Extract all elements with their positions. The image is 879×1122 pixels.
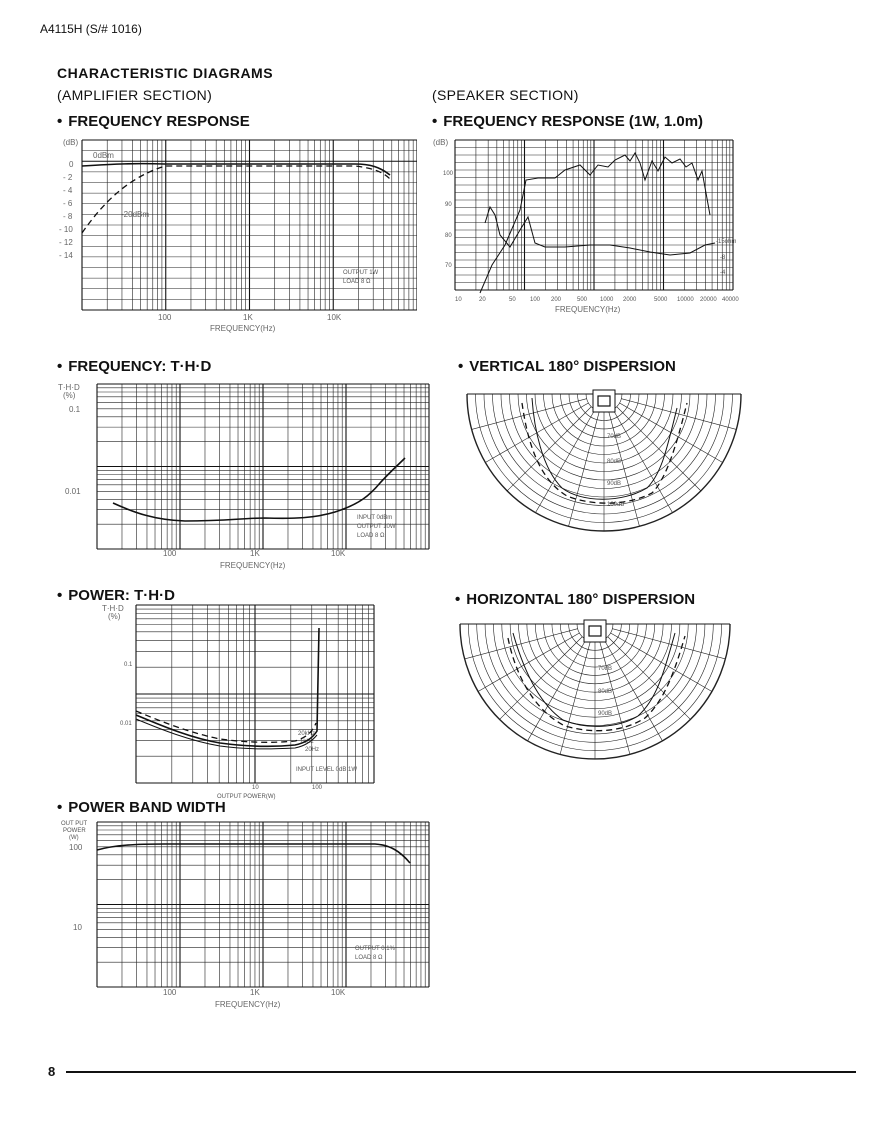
note-output: OUTPUT 10W bbox=[357, 524, 396, 530]
y-tick: - 8 bbox=[63, 212, 73, 221]
section-title: FREQUENCY RESPONSE (1W, 1.0m) bbox=[443, 113, 704, 130]
grid-line bbox=[500, 637, 583, 720]
x-tick: 100 bbox=[163, 988, 177, 997]
x-ticks bbox=[455, 297, 739, 303]
x-axis-label: FREQUENCY(Hz) bbox=[220, 561, 286, 570]
y-tick: 100 bbox=[443, 171, 454, 177]
section-title: FREQUENCY RESPONSE bbox=[68, 113, 250, 130]
x-tick: 100 bbox=[312, 785, 323, 791]
document-header: A4115H (S/# 1016) bbox=[40, 22, 142, 36]
y-axis-label: (dB) bbox=[433, 138, 449, 147]
x-tick: 10K bbox=[327, 313, 342, 322]
y-axis-unit: (W) bbox=[69, 835, 79, 841]
y-tick: 90 bbox=[445, 202, 452, 208]
chart-grid bbox=[455, 140, 733, 290]
annotation-20khz: 20kHz bbox=[298, 731, 316, 737]
x-tick: 1K bbox=[250, 549, 260, 558]
horizontal-dispersion-polar bbox=[453, 618, 738, 763]
power-thd-chart bbox=[100, 603, 378, 801]
speaker-icon bbox=[584, 620, 606, 642]
note-input: INPUT 0dBm bbox=[357, 515, 393, 521]
impedance-label: -4 bbox=[720, 270, 726, 276]
note-load: LOAD 8 Ω bbox=[357, 533, 385, 539]
polar-grid bbox=[467, 394, 741, 531]
x-tick: 1K bbox=[250, 988, 260, 997]
y-tick: 0.01 bbox=[120, 721, 132, 727]
y-tick: - 10 bbox=[59, 225, 73, 234]
x-axis-label: FREQUENCY(Hz) bbox=[210, 324, 276, 333]
bullet: • bbox=[455, 591, 461, 608]
section-title: POWER BAND WIDTH bbox=[68, 799, 226, 816]
y-axis-label: T·H·D bbox=[102, 604, 124, 613]
thd-curve-1khz bbox=[136, 628, 319, 746]
x-tick: 1000 bbox=[600, 297, 614, 303]
ring-label: 80dB bbox=[598, 689, 613, 695]
spl-curve bbox=[480, 153, 710, 293]
ring-label: 100dB bbox=[607, 502, 625, 508]
x-tick: 10K bbox=[331, 988, 346, 997]
grid-line bbox=[617, 407, 701, 491]
x-tick: 20000 bbox=[700, 297, 717, 303]
y-tick: - 14 bbox=[59, 251, 73, 260]
amp-frequency-response-chart bbox=[55, 135, 417, 340]
frequency-thd-chart bbox=[55, 380, 433, 575]
section-title: POWER: T·H·D bbox=[68, 587, 175, 604]
y-tick: 0.1 bbox=[69, 405, 81, 414]
page-number: 8 bbox=[48, 1064, 56, 1079]
section-vertical-dispersion bbox=[458, 358, 676, 375]
dispersion-curve-dashed bbox=[522, 403, 687, 503]
annotation-20dbm: -20dBm bbox=[121, 210, 150, 219]
y-axis-label: OUT PUT bbox=[61, 821, 88, 827]
x-axis-label: OUTPUT POWER(W) bbox=[217, 794, 276, 800]
y-axis-label: (dB) bbox=[63, 138, 79, 147]
y-tick: - 4 bbox=[63, 186, 73, 195]
vertical-dispersion-polar bbox=[462, 388, 747, 533]
note-output: OUTPUT 0.1% bbox=[355, 946, 395, 952]
x-tick: 1K bbox=[243, 313, 253, 322]
x-tick: 500 bbox=[577, 297, 588, 303]
note-load: LOAD 8 Ω bbox=[343, 279, 371, 285]
bullet: • bbox=[432, 113, 438, 130]
bullet: • bbox=[57, 113, 63, 130]
ring-label: 90dB bbox=[607, 481, 622, 487]
ring-label: 70dB bbox=[607, 434, 622, 440]
y-tick: - 6 bbox=[63, 199, 73, 208]
speaker-frequency-response-chart bbox=[430, 135, 740, 317]
x-tick: 10K bbox=[331, 549, 346, 558]
y-tick: 80 bbox=[445, 233, 452, 239]
section-title: HORIZONTAL 180° DISPERSION bbox=[466, 591, 696, 608]
x-tick: 2000 bbox=[623, 297, 637, 303]
section-title: FREQUENCY: T·H·D bbox=[68, 358, 212, 375]
y-axis-unit: (%) bbox=[108, 612, 121, 621]
chart-grid bbox=[97, 822, 429, 987]
section-power-band-width bbox=[57, 799, 226, 816]
power-band-width-chart bbox=[55, 818, 433, 1013]
impedance-label: -8 bbox=[720, 255, 726, 261]
y-axis-unit: (%) bbox=[63, 391, 76, 400]
bullet: • bbox=[57, 799, 63, 816]
response-curve-0dbm bbox=[82, 164, 390, 175]
impedance-curve bbox=[485, 207, 715, 255]
amp-section-label: (AMPLIFIER SECTION) bbox=[57, 87, 213, 103]
annotation-0dbm: 0dBm bbox=[93, 151, 114, 160]
section-frequency-thd bbox=[57, 358, 211, 375]
y-axis-label: T·H·D bbox=[58, 383, 80, 392]
grid-line bbox=[608, 637, 691, 720]
x-tick: 5000 bbox=[654, 297, 668, 303]
ring-label: 80dB bbox=[607, 459, 622, 465]
y-tick: 100 bbox=[69, 843, 83, 852]
y-tick: 10 bbox=[73, 923, 82, 932]
x-axis-label: FREQUENCY(Hz) bbox=[215, 1000, 281, 1009]
y-tick: - 12 bbox=[59, 238, 73, 247]
footer-rule bbox=[66, 1071, 856, 1073]
y-tick: - 2 bbox=[63, 173, 73, 182]
speaker-icon bbox=[593, 390, 615, 412]
y-tick: 0.1 bbox=[124, 662, 133, 668]
section-frequency-response bbox=[57, 113, 250, 130]
note-input-level: INPUT LEVEL 0dB 1W bbox=[296, 767, 358, 773]
x-tick: 10 bbox=[252, 785, 259, 791]
y-tick: 0.01 bbox=[65, 487, 81, 496]
x-tick: 100 bbox=[530, 297, 541, 303]
section-power-thd bbox=[57, 587, 175, 604]
y-tick: 0 bbox=[69, 160, 74, 169]
x-tick: 100 bbox=[163, 549, 177, 558]
impedance-label: -15ohm bbox=[716, 239, 737, 245]
note-output: OUTPUT 1W bbox=[343, 270, 379, 276]
annotation-1khz: 1kHz bbox=[300, 739, 314, 745]
x-axis-label: FREQUENCY(Hz) bbox=[555, 305, 621, 314]
section-title: VERTICAL 180° DISPERSION bbox=[469, 358, 676, 375]
response-curve-minus20dbm bbox=[82, 166, 390, 233]
ring-label: 90dB bbox=[598, 711, 613, 717]
bullet: • bbox=[458, 358, 464, 375]
note-load: LOAD 8 Ω bbox=[355, 955, 383, 961]
x-tick: 40000 bbox=[722, 297, 739, 303]
section-speaker-frequency-response bbox=[432, 113, 703, 130]
bullet: • bbox=[57, 358, 63, 375]
y-axis-label: POWER bbox=[63, 828, 86, 834]
y-tick: 70 bbox=[445, 263, 452, 269]
x-tick: 100 bbox=[158, 313, 172, 322]
x-tick: 10000 bbox=[677, 297, 694, 303]
polar-grid bbox=[460, 624, 730, 759]
speaker-section-label: (SPEAKER SECTION) bbox=[432, 87, 579, 103]
x-tick: 50 bbox=[509, 297, 516, 303]
grid-line bbox=[507, 407, 591, 491]
bullet: • bbox=[57, 587, 63, 604]
page-title: CHARACTERISTIC DIAGRAMS bbox=[57, 65, 274, 81]
x-tick: 200 bbox=[551, 297, 562, 303]
chart-grid bbox=[136, 605, 374, 783]
x-tick: 10 bbox=[455, 297, 462, 303]
section-horizontal-dispersion bbox=[455, 591, 695, 608]
ring-label: 70dB bbox=[598, 666, 613, 672]
x-tick: 20 bbox=[479, 297, 486, 303]
annotation-20hz: 20Hz bbox=[305, 747, 320, 753]
